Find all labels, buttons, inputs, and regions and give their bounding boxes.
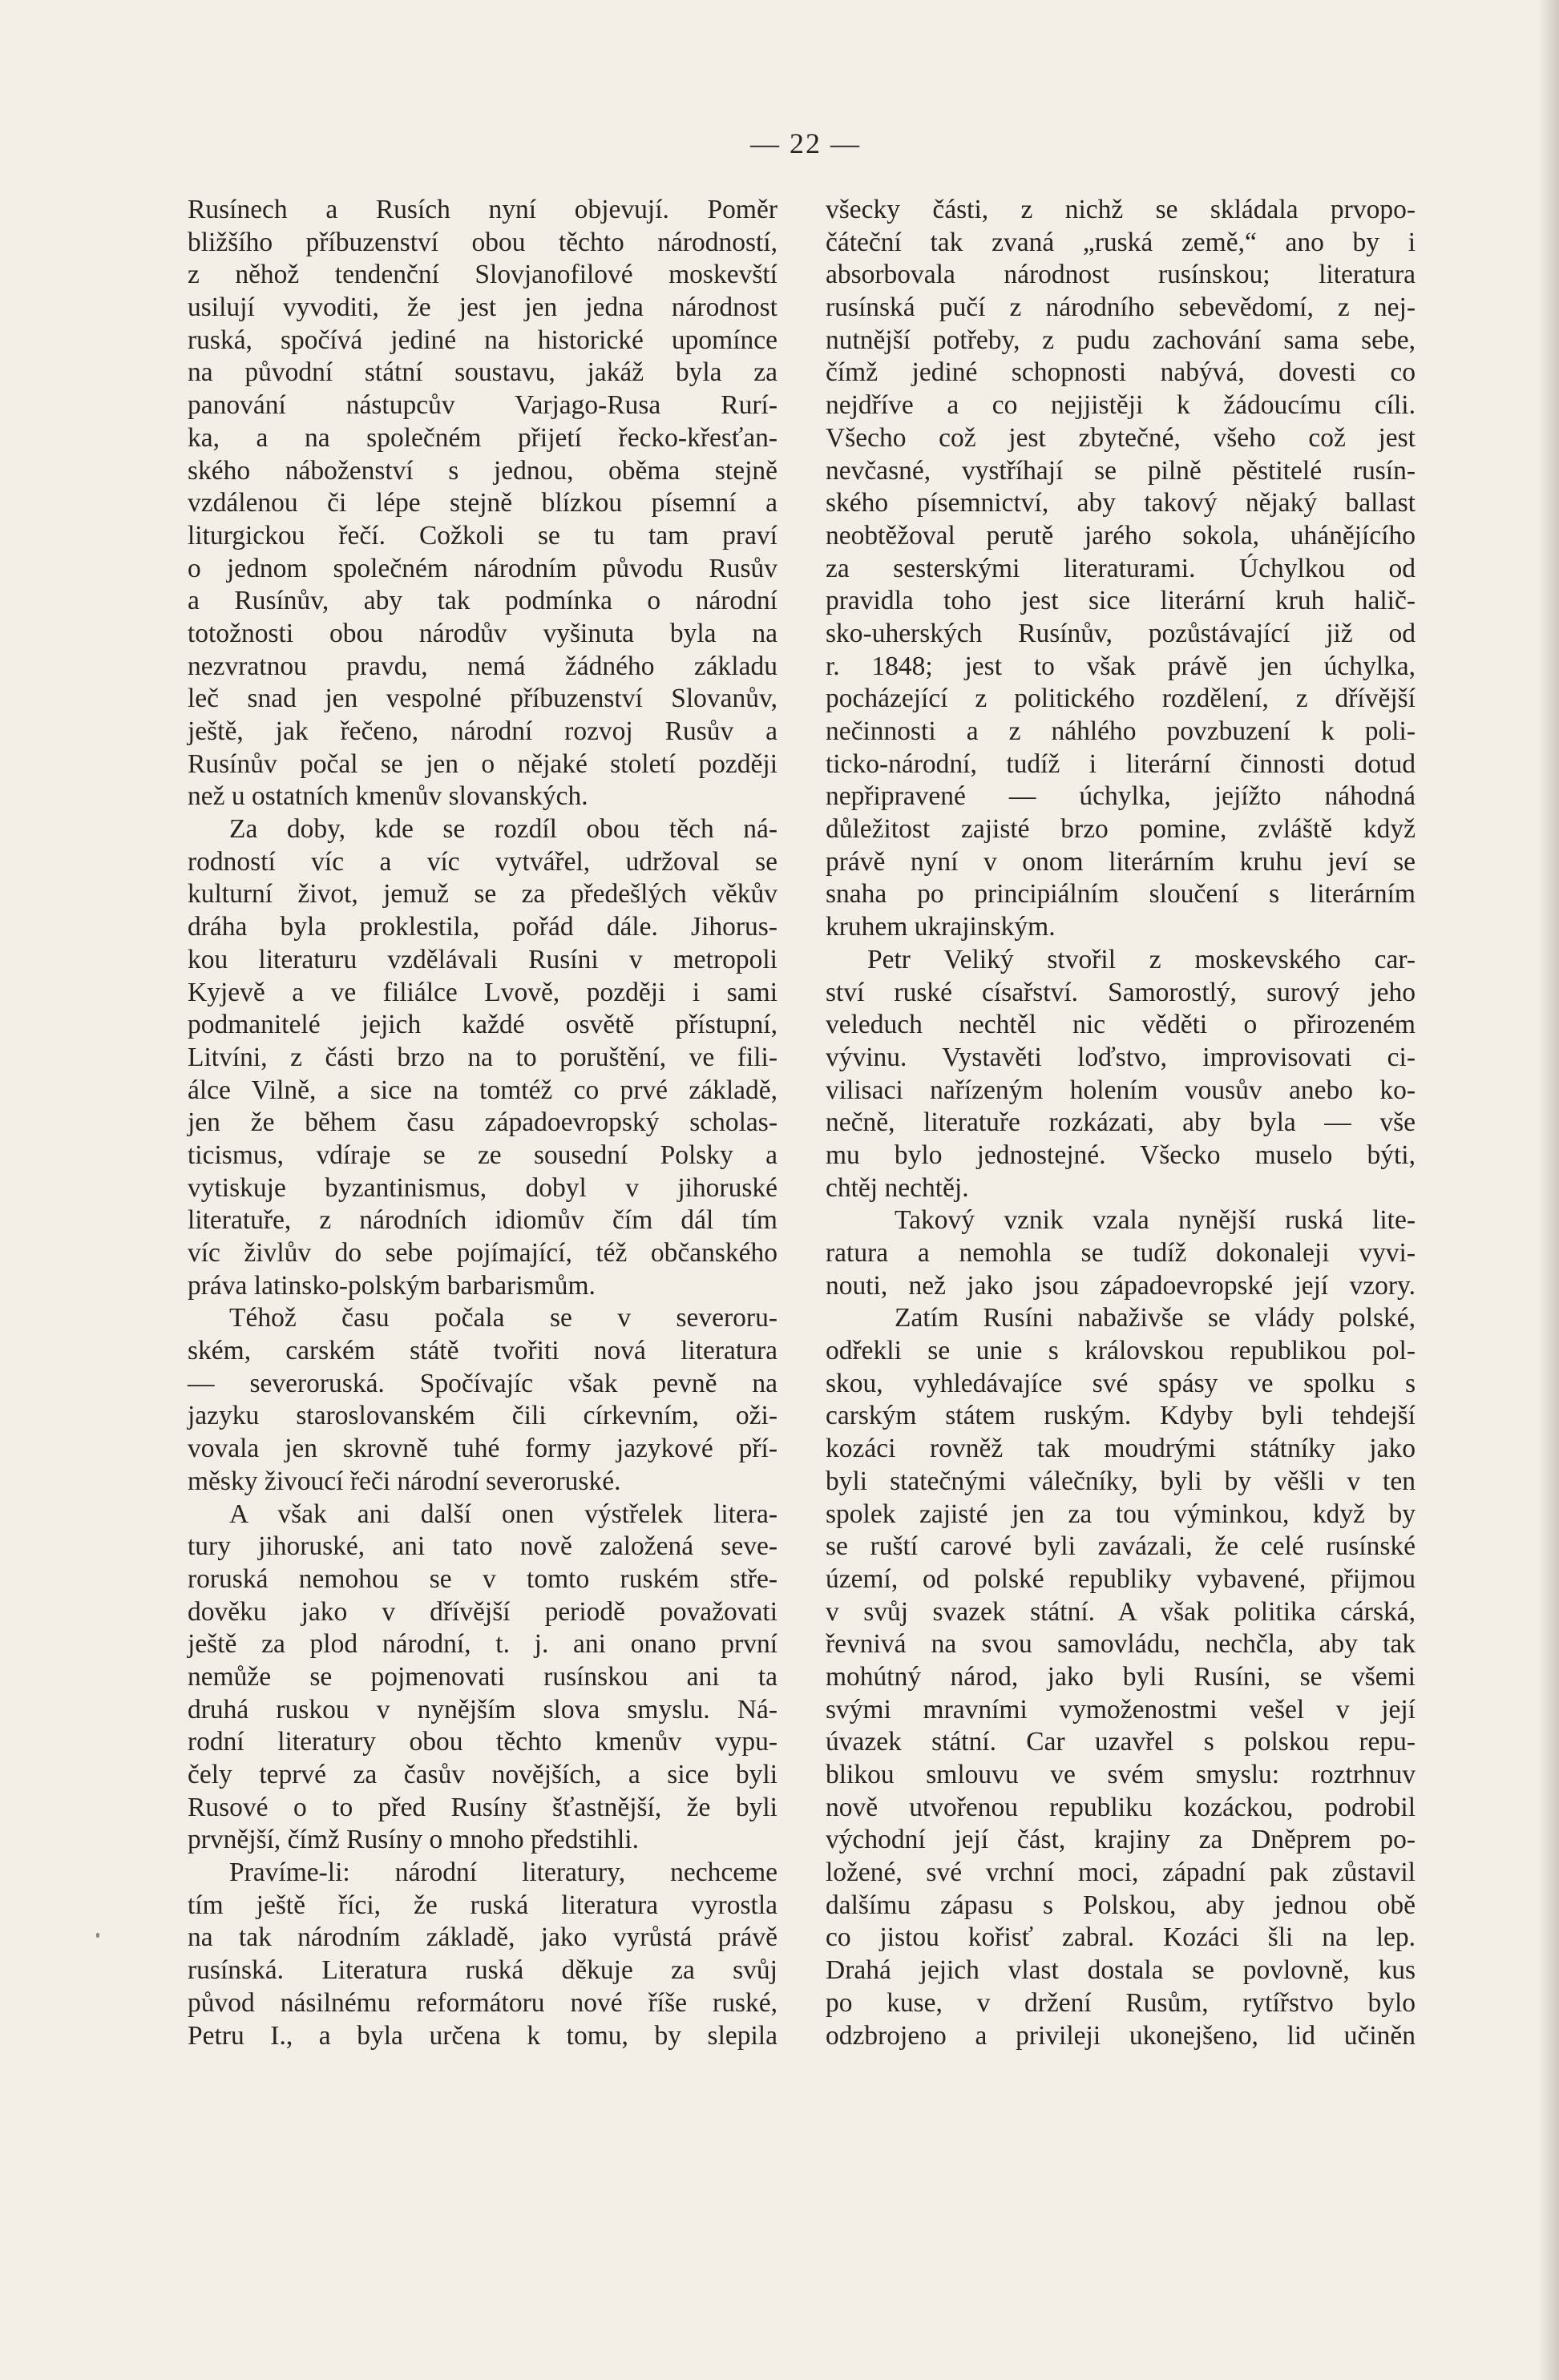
text-line: ruská, spočívá jediné na historické upomínce: [188, 325, 777, 355]
text-line: dalšímu zápasu s Polskou, aby jednou obě: [826, 1890, 1416, 1920]
text-line: nemůže se pojmenovati rusínskou ani ta: [188, 1661, 777, 1692]
text-line: tím ještě říci, že ruská literatura vyrostla: [188, 1890, 777, 1920]
text-line: za sesterskými literaturami. Úchylkou od: [826, 553, 1416, 583]
text-line: odřekli se unie s královskou republikou pol-: [826, 1336, 1416, 1366]
text-line: z něhož tendenční Slovjanofilové moskevští: [188, 260, 777, 290]
text-line: Petru I., a byla určena k tomu, by slepila: [188, 2020, 777, 2051]
text-line: kozáci rovněž tak moudrými státníky jako: [826, 1434, 1416, 1464]
text-line: řevnivá na svou samovládu, nechčla, aby tak: [826, 1629, 1416, 1660]
text-line: než u ostatních kmenův slovanských.: [188, 781, 588, 812]
text-line: Všecho což jest zbytečné, všeho což jest: [826, 422, 1416, 453]
text-line: Petr Veliký stvořil z moskevského car-: [867, 944, 1416, 974]
text-line: v svůj svazek státní. A však politika cárská,: [826, 1596, 1416, 1627]
text-line: nově utvořenou republiku kozáckou, podrobil: [826, 1792, 1416, 1822]
text-line: druhá ruskou v nynějším slova smyslu. Ná-: [188, 1694, 777, 1724]
text-line: ka, a na společném přijetí řecko-křesťan-: [188, 422, 777, 453]
text-line: A však ani další onen výstřelek litera-: [229, 1499, 777, 1529]
text-line: kulturní život, jemuž se za předešlých věkův: [188, 879, 777, 910]
text-line: úvazek státní. Car uzavřel s polskou repu-: [826, 1727, 1416, 1757]
text-line: nevčasné, vystříhají se pilně pěstitelé rusín-: [826, 455, 1416, 486]
text-line: jen že během času západoevropský scholas-: [188, 1107, 777, 1138]
text-line: Za doby, kde se rozdíl obou těch ná-: [229, 814, 777, 845]
text-line: nouti, než jako jsou západoevropské její vzory.: [826, 1270, 1416, 1301]
text-line: čáteční tak zvaná „ruská země,“ ano by i: [826, 227, 1416, 257]
text-line: nepřipravené — úchylka, jejížto náhodná: [826, 781, 1416, 812]
text-line: ticko-národní, tudíž i literární činnosti dotud: [826, 748, 1416, 779]
text-line: roruská nemohou se v tomto ruském stře-: [188, 1563, 777, 1594]
text-line: sko-uherských Rusínův, pozůstávající již od: [826, 618, 1416, 648]
text-line: prvnější, čímž Rusíny o mnoho předstihli.: [188, 1825, 639, 1855]
text-line: Zatím Rusíni nabaživše se vlády polské,: [895, 1303, 1416, 1333]
text-line: dověku jako v dřívější periodě považovati: [188, 1596, 777, 1627]
text-line: čely teprvé za časův novějších, a sice byli: [188, 1760, 777, 1789]
text-line: kou literaturu vzdělávali Rusíni v metropoli: [188, 944, 777, 974]
text-line: nejdříve a co nejjistěji k žádoucímu cíli.: [826, 390, 1416, 421]
text-line: měsky živoucí řeči národní severoruské.: [188, 1466, 621, 1496]
text-line: ložené, své vrchní moci, západní pak zůstavil: [826, 1858, 1416, 1888]
text-line: na původní státní soustavu, jakáž byla za: [188, 357, 777, 388]
text-line: nečinnosti a z náhlého povzbuzení k poli-: [826, 716, 1416, 746]
text-line: vytiskuje byzantinismus, dobyl v jihoruské: [188, 1172, 777, 1203]
text-line: snaha po principiálním sloučení s literárním: [826, 879, 1416, 910]
text-line: nečně, literatuře rozkázati, aby byla — vše: [826, 1107, 1416, 1138]
text-line: ského náboženství s jednou, oběma stejně: [188, 455, 777, 486]
text-line: Rusínech a Rusích nyní objevují. Poměr: [188, 195, 777, 224]
text-line: ského písemnictví, aby takový nějaký ballast: [826, 488, 1416, 518]
text-line: po kuse, v držení Rusům, rytířstvo bylo: [826, 1987, 1416, 2018]
text-line: ještě, jak řečeno, národní rozvoj Rusův a: [188, 716, 777, 746]
text-line: literatuře, z národních idiomův čím dál tím: [188, 1205, 777, 1236]
text-line: Takový vznik vzala nynější ruská lite-: [895, 1205, 1416, 1236]
text-line: pocházející z politického rozdělení, z dřívější: [826, 684, 1416, 714]
text-line: bližšího příbuzenství obou těchto národností,: [188, 227, 777, 257]
text-line: důležitost zajisté brzo pomine, zvláště když: [826, 814, 1416, 845]
text-line: všecky části, z nichž se skládala prvopo-: [826, 195, 1416, 224]
text-line: Kyjevě a ve filiálce Lvově, později i sami: [188, 977, 777, 1007]
text-line: leč snad jen vespolné příbuzenství Slovanův,: [188, 684, 777, 714]
text-line: Litvíni, z části brzo na to poruštění, ve fili-: [188, 1042, 777, 1072]
page-edge-shadow: [1538, 0, 1559, 2380]
text-line: mu bylo jednostejné. Všecko muselo býti,: [826, 1140, 1416, 1170]
text-line: nezvratnou pravdu, nemá žádného základu: [188, 651, 777, 681]
text-line: podmanitelé jejich každé osvětě přístupní,: [188, 1010, 777, 1040]
text-line: a Rusínův, aby tak podmínka o národní: [188, 586, 777, 616]
text-line: álce Vilně, a sice na tomtéž co prvé základě,: [188, 1075, 777, 1105]
text-line: ještě za plod národní, t. j. ani onano první: [188, 1629, 777, 1660]
text-line: veleduch nechtěl nic věděti o přirozeném: [826, 1010, 1416, 1040]
text-line: blikou smlouvu ve svém smyslu: roztrhnuv: [826, 1760, 1416, 1789]
left-column: [188, 194, 777, 2052]
text-line: skou, vyhledávajíce své spásy ve spolku s: [826, 1368, 1416, 1398]
text-line: liturgickou řečí. Cožkoli se tu tam praví: [188, 520, 777, 551]
text-line: vývinu. Vystavěti loďstvo, improvisovati ci-: [826, 1042, 1416, 1072]
text-line: Téhož času počala se v severoru-: [229, 1303, 777, 1333]
text-line: východní její část, krajiny za Dněprem po-: [826, 1825, 1416, 1855]
text-line: se ruští carové byli zavázali, že celé rusínské: [826, 1531, 1416, 1562]
text-line: čímž jediné schopnosti nabývá, dovesti co: [826, 357, 1416, 388]
text-line: neobtěžoval perutě jarého sokola, uhánějícího: [826, 520, 1416, 551]
text-line: tury jihoruské, ani tato nově založená seve-: [188, 1531, 777, 1562]
text-line: kruhem ukrajinským.: [826, 912, 1056, 942]
text-line: carským státem ruským. Kdyby byli tehdejší: [826, 1401, 1416, 1431]
text-line: rusínská pučí z národního sebevědomí, z nej-: [826, 292, 1416, 323]
text-line: usilují vyvoditi, že jest jen jedna národnost: [188, 292, 777, 323]
text-line: ství ruské císařství. Samorostlý, surový jeho: [826, 977, 1416, 1007]
text-line: víc živlův do sebe pojímající, též občanského: [188, 1238, 777, 1268]
right-column: [826, 194, 1416, 2052]
text-line: rodností víc a víc vytvářel, udržoval se: [188, 846, 777, 877]
text-line: byli statečnými válečníky, byli by věšli v ten: [826, 1466, 1416, 1496]
text-line: práva latinsko-polským barbarismům.: [188, 1270, 596, 1301]
text-line: rusínská. Literatura ruská děkuje za svůj: [188, 1955, 777, 1986]
text-line: Pravíme-li: národní literatury, nechceme: [229, 1858, 777, 1888]
text-line: pravidla toho jest sice literární kruh halič-: [826, 586, 1416, 616]
text-line: ticismus, vdíraje se ze sousední Polsky a: [188, 1140, 777, 1170]
text-line: na tak národním základě, jako vyrůstá právě: [188, 1922, 777, 1953]
text-line: původ násilnému reformátoru nové říše ruské,: [188, 1987, 777, 2018]
text-line: o jednom společném národním původu Rusův: [188, 553, 777, 583]
text-line: odzbrojeno a privileji ukonejšeno, lid učiněn: [826, 2020, 1416, 2051]
text-line: vovala jen skrovně tuhé formy jazykové pří-: [188, 1434, 777, 1464]
text-line: chtěj nechtěj.: [826, 1172, 969, 1203]
text-line: vilisaci nařízeným holením vousův anebo ko-: [826, 1075, 1416, 1105]
text-line: Rusínův počal se jen o nějaké století později: [188, 748, 777, 779]
text-line: r. 1848; jest to však právě jen úchylka,: [826, 651, 1416, 681]
text-line: spolek zajisté jen za tou výminkou, když by: [826, 1499, 1416, 1529]
text-line: území, od polské republiky vybavené, přijmou: [826, 1563, 1416, 1594]
text-line: nutnější potřeby, z pudu zachování sama sebe,: [826, 325, 1416, 355]
text-line: ratura a nemohla se tudíž dokonaleji vyvi-: [826, 1238, 1416, 1268]
text-line: co jistou kořisť zabral. Kozáci šli na lep.: [826, 1922, 1416, 1953]
text-line: absorbovala národnost rusínskou; literatura: [826, 260, 1416, 290]
text-line: — severoruská. Spočívajíc však pevně na: [188, 1368, 777, 1398]
text-line: právě nyní v onom literárním kruhu jeví se: [826, 846, 1416, 877]
margin-speck: [96, 1933, 99, 1938]
text-line: vzdálenou či lépe stejně blízkou písemní a: [188, 488, 777, 518]
text-line: ském, carském státě tvořiti nová literatura: [188, 1336, 777, 1366]
text-line: totožnosti obou národův vyšinuta byla na: [188, 618, 777, 648]
text-line: mohútný národ, jako byli Rusíni, se všemi: [826, 1661, 1416, 1692]
text-line: jazyku staroslovanském čili církevním, oži-: [188, 1401, 777, 1431]
text-line: Drahá jejich vlast dostala se povlovně, kus: [826, 1955, 1416, 1986]
text-line: dráha byla proklestila, pořád dále. Jihorus-: [188, 912, 777, 942]
text-line: svými mravními vymoženostmi vešel v její: [826, 1694, 1416, 1724]
text-line: Rusové o to před Rusíny šťastnější, že byli: [188, 1792, 777, 1822]
text-line: rodní literatury obou těchto kmenův vypu-: [188, 1727, 777, 1757]
text-line: panování nástupcův Varjago-Rusa Rurí-: [188, 390, 777, 421]
page-number: — 22 —: [750, 127, 861, 159]
